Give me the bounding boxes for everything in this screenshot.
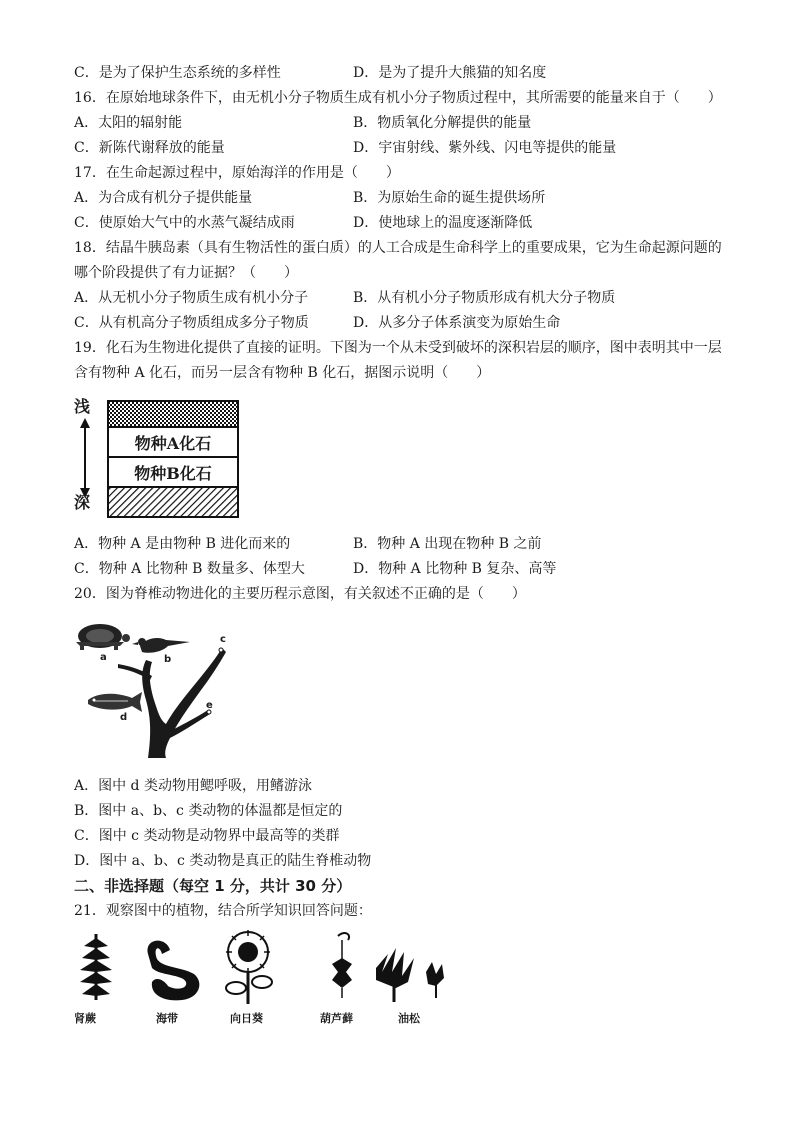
plants-figure (70, 928, 470, 1028)
fern-icon (80, 934, 112, 1000)
strata-graphic (72, 398, 242, 520)
evolution-tree-graphic (70, 620, 240, 760)
q18-option-b: B．从有机小分子物质形成有机大分子物质 (353, 290, 616, 306)
pine-icon (376, 948, 444, 1002)
tree-trunk (142, 648, 226, 758)
q17-option-b: B．为原始生命的诞生提供场所 (353, 190, 546, 206)
tree-label-c: c (220, 634, 226, 645)
q16-option-a: A．太阳的辐射能 (74, 115, 183, 131)
sunflower-icon (226, 930, 272, 1004)
bird-body (140, 638, 190, 653)
q16-option-b: B．物质氧化分解提供的能量 (353, 115, 532, 131)
arrow-up-head (80, 418, 90, 428)
tree-label-a: a (100, 652, 107, 663)
q18-option-a: A．从无机小分子物质生成有机小分子 (74, 290, 309, 306)
q20-option-a: A．图中 d 类动物用鳃呼吸，用鳍游泳 (74, 778, 312, 794)
plants-graphic (70, 928, 470, 1008)
q20-option-d: D．图中 a、b、c 类动物是真正的陆生脊椎动物 (74, 853, 372, 869)
tree-label-b: b (164, 654, 172, 665)
q16-stem: 16．在原始地球条件下，由无机小分子物质生成有机小分子物质过程中，其所需要的能量来自于（ ） (74, 90, 722, 106)
q18-option-d: D．从多分子体系演变为原始生命 (353, 315, 561, 331)
q17-option-a: A．为合成有机分子提供能量 (74, 190, 253, 206)
q16-option-d: D．宇宙射线、紫外线、闪电等提供的能量 (353, 140, 617, 156)
q19-stem-line2: 含有物种 A 化石，而另一层含有物种 B 化石，据图示说明（ ） (74, 365, 491, 381)
plant-label-kelp: 海带 (156, 1012, 178, 1025)
q17-option-c: C．使原始大气中的水蒸气凝结成雨 (74, 215, 295, 231)
section-2-title: 二、非选择题（每空 1 分，共计 30 分） (74, 877, 352, 895)
bottom-hatched-layer (108, 487, 238, 517)
q20-option-b: B．图中 a、b、c 类动物的体温都是恒定的 (74, 803, 343, 819)
q19-option-b: B．物种 A 出现在物种 B 之前 (353, 536, 542, 552)
q20-option-c: C．图中 c 类动物是动物界中最高等的类群 (74, 828, 340, 844)
q21-stem: 21．观察图中的植物，结合所学知识回答问题： (74, 903, 372, 919)
plant-label-moss: 葫芦藓 (320, 1012, 353, 1025)
q17-stem: 17．在生命起源过程中，原始海洋的作用是（ ） (74, 165, 400, 181)
q16-option-c: C．新陈代谢释放的能量 (74, 140, 225, 156)
kelp-icon (148, 941, 200, 1001)
evolution-tree-diagram (70, 620, 240, 760)
q20-stem: 20．图为脊椎动物进化的主要历程示意图，有关叙述不正确的是（ ） (74, 586, 526, 602)
label-deep: 深 (74, 493, 91, 512)
q15-option-c: C．是为了保护生态系统的多样性 (74, 65, 281, 81)
label-shallow: 浅 (74, 397, 91, 416)
q18-stem-line1: 18．结晶牛胰岛素（具有生物活性的蛋白质）的人工合成是生命科学上的重要成果，它为生命起源问题的 (74, 240, 722, 256)
q19-option-c: C．物种 A 比物种 B 数量多、体型大 (74, 561, 305, 577)
strata-diagram (72, 398, 242, 520)
top-dotted-layer (108, 401, 238, 427)
plant-label-sunflower: 向日葵 (230, 1012, 263, 1025)
q18-stem-line2: 哪个阶段提供了有力证据？（ ） (74, 265, 298, 281)
fish-body (88, 692, 142, 712)
moss-icon (332, 933, 352, 998)
q15-option-d: D．是为了提升大熊猫的知名度 (353, 65, 547, 81)
q19-stem-line1: 19．化石为生物进化提供了直接的证明。下图为一个从未受到破坏的深积岩层的顺序，图中表明其中一层 (74, 340, 722, 356)
q17-option-d: D．使地球上的温度逐渐降低 (353, 215, 533, 231)
layer-b-label: 物种B化石 (134, 464, 212, 483)
plant-label-pine: 油松 (398, 1012, 420, 1025)
tree-label-e: e (206, 700, 213, 711)
plant-label-fern: 肾蕨 (74, 1012, 96, 1025)
q19-option-a: A．物种 A 是由物种 B 进化而来的 (74, 536, 291, 552)
layer-a-label: 物种A化石 (134, 434, 212, 453)
tree-label-d: d (120, 712, 128, 723)
q18-option-c: C．从有机高分子物质组成多分子物质 (74, 315, 309, 331)
q19-option-d: D．物种 A 比物种 B 复杂、高等 (353, 561, 557, 577)
